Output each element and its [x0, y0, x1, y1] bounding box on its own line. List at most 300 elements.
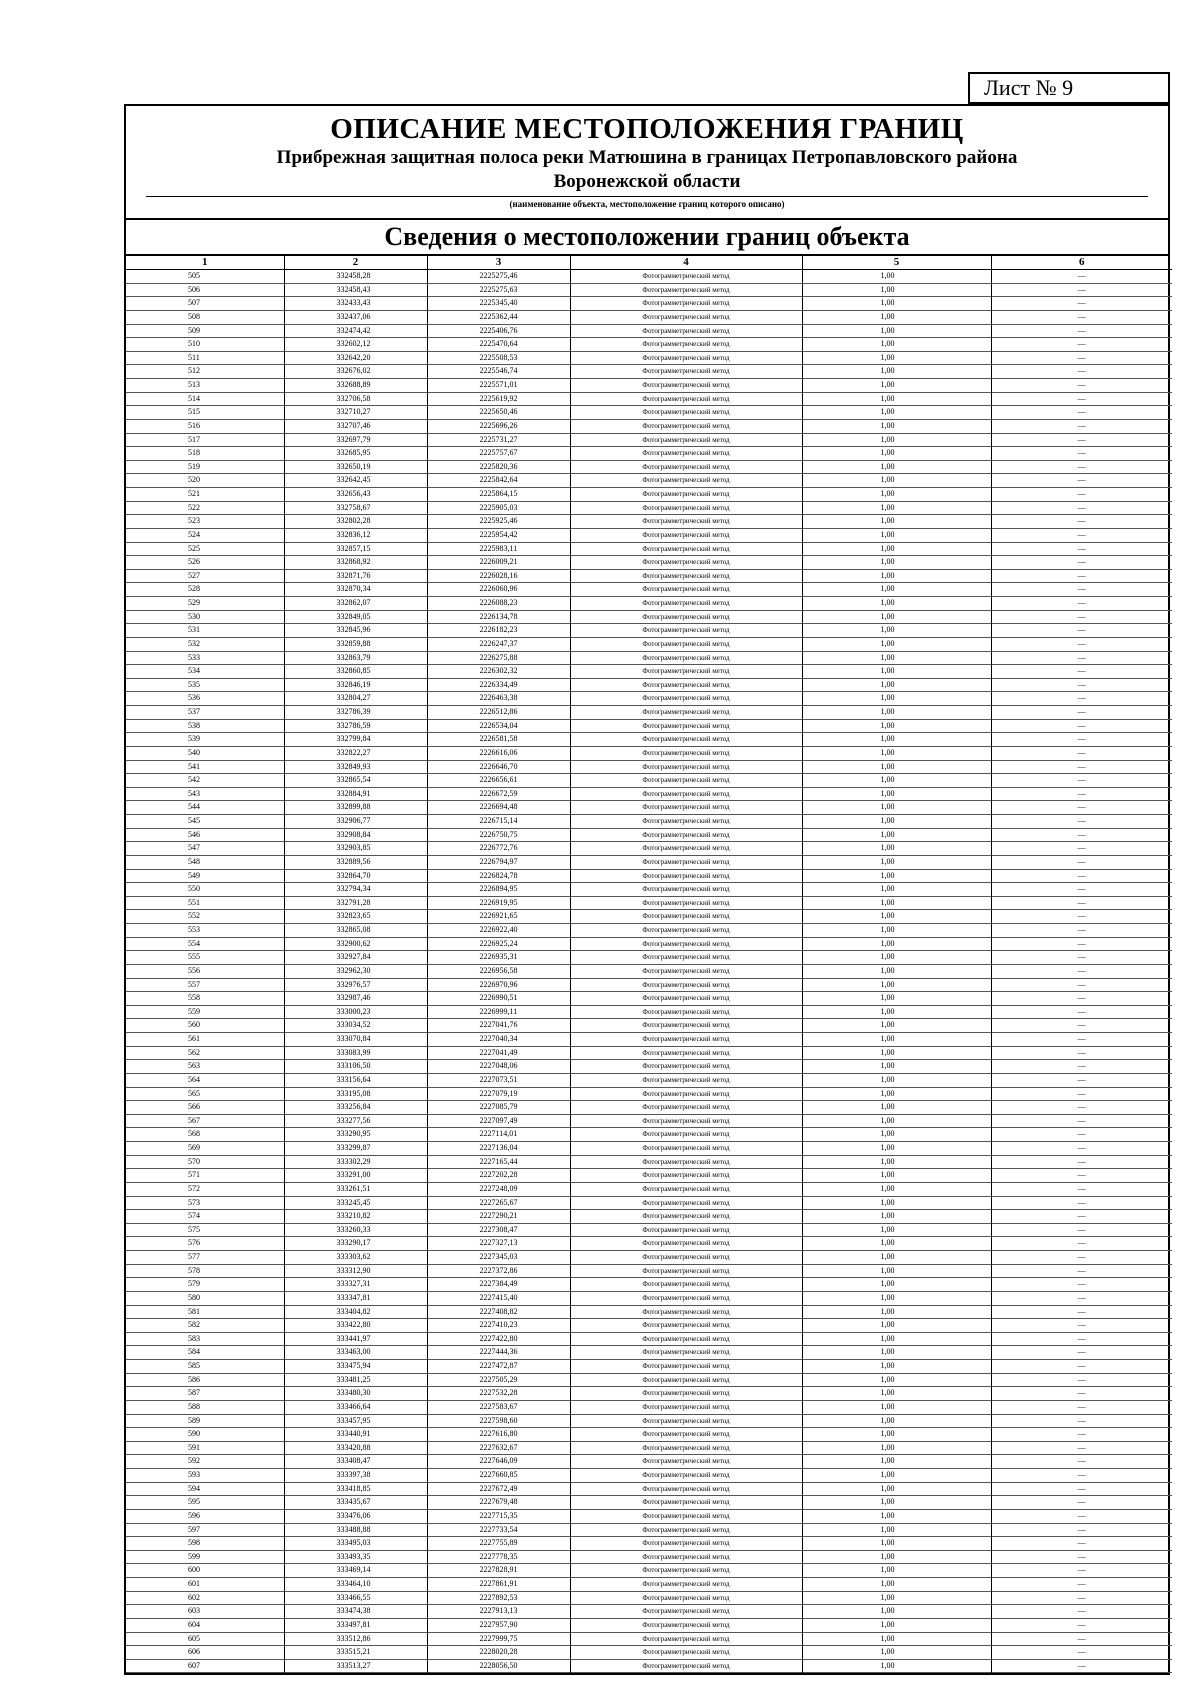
y-coordinate-cell: 2225508,53: [427, 351, 570, 365]
point-number-cell: 561: [126, 1033, 284, 1047]
precision-cell: 1,00: [802, 1455, 991, 1469]
x-coordinate-cell: 332804,27: [284, 692, 427, 706]
method-cell: Фотограмметрический метод: [570, 1264, 802, 1278]
point-number-cell: 541: [126, 760, 284, 774]
precision-cell: 1,00: [802, 1414, 991, 1428]
description-cell: —: [1077, 720, 1086, 730]
precision-cell: 1,00: [802, 801, 991, 815]
description-cell: —: [1077, 1565, 1086, 1575]
table-row: [126, 801, 1172, 815]
precision-cell: 1,00: [802, 528, 991, 542]
column-header: 5: [802, 256, 991, 270]
method-cell: Фотограмметрический метод: [570, 801, 802, 815]
x-coordinate-cell: 333493,35: [284, 1550, 427, 1564]
x-coordinate-cell: 332710,27: [284, 406, 427, 420]
table-row: [126, 351, 1172, 365]
description-cell: —: [1077, 598, 1086, 607]
precision-cell: 1,00: [802, 978, 991, 992]
x-coordinate-cell: 333195,08: [284, 1087, 427, 1101]
y-coordinate-cell: 2227265,67: [427, 1196, 570, 1210]
y-coordinate-cell: 2226999,11: [427, 1005, 570, 1019]
method-cell: Фотограмметрический метод: [570, 624, 802, 638]
precision-cell: 1,00: [802, 1060, 991, 1074]
precision-cell: 1,00: [802, 569, 991, 583]
description-cell: —: [1077, 979, 1086, 989]
point-number-cell: 590: [126, 1428, 284, 1442]
description-cell: —: [1077, 1456, 1086, 1466]
precision-cell: 1,00: [802, 951, 991, 965]
description-cell: —: [1077, 843, 1086, 853]
method-cell: Фотограмметрический метод: [570, 1537, 802, 1551]
method-cell: Фотограмметрический метод: [570, 569, 802, 583]
y-coordinate-cell: 2227679,48: [427, 1496, 570, 1510]
y-coordinate-cell: 2225954,42: [427, 528, 570, 542]
point-number-cell: 599: [126, 1550, 284, 1564]
y-coordinate-cell: 2227041,76: [427, 1019, 570, 1033]
description-cell: —: [1077, 775, 1086, 785]
table-row: [126, 1578, 1172, 1592]
x-coordinate-cell: 333290,17: [284, 1237, 427, 1251]
y-coordinate-cell: 2227079,19: [427, 1087, 570, 1101]
point-number-cell: 571: [126, 1169, 284, 1183]
precision-cell: 1,00: [802, 1101, 991, 1115]
precision-cell: 1,00: [802, 1332, 991, 1346]
table-row: [126, 392, 1172, 406]
x-coordinate-cell: 333512,86: [284, 1632, 427, 1646]
method-cell: Фотограмметрический метод: [570, 678, 802, 692]
description-cell: —: [1077, 625, 1086, 635]
point-number-cell: 509: [126, 324, 284, 338]
description-cell: —: [1077, 1006, 1086, 1016]
x-coordinate-cell: 333481,25: [284, 1373, 427, 1387]
x-coordinate-cell: 332802,28: [284, 515, 427, 529]
point-number-cell: 523: [126, 515, 284, 529]
table-row: [126, 815, 1172, 829]
precision-cell: 1,00: [802, 1087, 991, 1101]
method-cell: Фотограмметрический метод: [570, 351, 802, 365]
point-number-cell: 597: [126, 1523, 284, 1537]
table-row: [126, 869, 1172, 883]
table-row: [126, 488, 1172, 502]
y-coordinate-cell: 2225842,64: [427, 474, 570, 488]
precision-cell: 1,00: [802, 1578, 991, 1592]
table-row: [126, 678, 1172, 692]
y-coordinate-cell: 2227290,21: [427, 1210, 570, 1224]
y-coordinate-cell: 2225696,26: [427, 419, 570, 433]
table-row: [126, 1360, 1172, 1374]
method-cell: Фотограмметрический метод: [570, 488, 802, 502]
x-coordinate-cell: 332794,34: [284, 883, 427, 897]
description-cell: —: [1077, 1538, 1086, 1548]
precision-cell: 1,00: [802, 1005, 991, 1019]
table-row: [126, 270, 1172, 284]
y-coordinate-cell: 2227715,35: [427, 1509, 570, 1523]
point-number-cell: 601: [126, 1578, 284, 1592]
point-number-cell: 559: [126, 1005, 284, 1019]
point-number-cell: 553: [126, 924, 284, 938]
x-coordinate-cell: 333476,06: [284, 1509, 427, 1523]
precision-cell: 1,00: [802, 869, 991, 883]
precision-cell: 1,00: [802, 1319, 991, 1333]
method-cell: Фотограмметрический метод: [570, 528, 802, 542]
precision-cell: 1,00: [802, 501, 991, 515]
y-coordinate-cell: 2226060,96: [427, 583, 570, 597]
y-coordinate-cell: 2225275,46: [427, 270, 570, 284]
table-row: [126, 501, 1172, 515]
precision-cell: 1,00: [802, 855, 991, 869]
method-cell: Фотограмметрический метод: [570, 1223, 802, 1237]
x-coordinate-cell: 333291,00: [284, 1169, 427, 1183]
x-coordinate-cell: 333488,88: [284, 1523, 427, 1537]
table-row: [126, 896, 1172, 910]
table-row: [126, 992, 1172, 1006]
method-cell: Фотограмметрический метод: [570, 1360, 802, 1374]
y-coordinate-cell: 2227327,13: [427, 1237, 570, 1251]
y-coordinate-cell: 2227733,54: [427, 1523, 570, 1537]
x-coordinate-cell: 333408,47: [284, 1455, 427, 1469]
precision-cell: 1,00: [802, 787, 991, 801]
y-coordinate-cell: 2226694,48: [427, 801, 570, 815]
method-cell: Фотограмметрический метод: [570, 324, 802, 338]
method-cell: Фотограмметрический метод: [570, 828, 802, 842]
table-row: [126, 1278, 1172, 1292]
method-cell: Фотограмметрический метод: [570, 787, 802, 801]
point-number-cell: 606: [126, 1646, 284, 1660]
x-coordinate-cell: 333106,50: [284, 1060, 427, 1074]
y-coordinate-cell: 2226990,51: [427, 992, 570, 1006]
description-cell: —: [1077, 366, 1086, 376]
x-coordinate-cell: 332437,06: [284, 310, 427, 324]
y-coordinate-cell: 2226794,97: [427, 855, 570, 869]
point-number-cell: 567: [126, 1114, 284, 1128]
x-coordinate-cell: 332676,02: [284, 365, 427, 379]
method-cell: Фотограмметрический метод: [570, 1578, 802, 1592]
method-cell: Фотограмметрический метод: [570, 460, 802, 474]
x-coordinate-cell: 332707,46: [284, 419, 427, 433]
y-coordinate-cell: 2227755,89: [427, 1537, 570, 1551]
x-coordinate-cell: 332656,43: [284, 488, 427, 502]
description-cell: —: [1077, 1156, 1086, 1166]
y-coordinate-cell: 2227583,67: [427, 1400, 570, 1414]
method-cell: Фотограмметрический метод: [570, 406, 802, 420]
y-coordinate-cell: 2227505,29: [427, 1373, 570, 1387]
y-coordinate-cell: 2227444,36: [427, 1346, 570, 1360]
method-cell: Фотограмметрический метод: [570, 651, 802, 665]
precision-cell: 1,00: [802, 1537, 991, 1551]
table-row: [126, 924, 1172, 938]
method-cell: Фотограмметрический метод: [570, 1196, 802, 1210]
x-coordinate-cell: 332865,54: [284, 774, 427, 788]
method-cell: Фотограмметрический метод: [570, 1605, 802, 1619]
table-row: [126, 1251, 1172, 1265]
precision-cell: 1,00: [802, 324, 991, 338]
y-coordinate-cell: 2226919,95: [427, 896, 570, 910]
method-cell: Фотограмметрический метод: [570, 1400, 802, 1414]
method-cell: Фотограмметрический метод: [570, 365, 802, 379]
precision-cell: 1,00: [802, 488, 991, 502]
description-cell: —: [1077, 434, 1086, 444]
table-row: [126, 760, 1172, 774]
y-coordinate-cell: 2227097,49: [427, 1114, 570, 1128]
table-row: [126, 637, 1172, 651]
column-header: 1: [126, 256, 284, 270]
method-cell: Фотограмметрический метод: [570, 1523, 802, 1537]
table-row: [126, 1210, 1172, 1224]
table-row: [126, 1060, 1172, 1074]
x-coordinate-cell: 333260,33: [284, 1223, 427, 1237]
precision-cell: 1,00: [802, 1182, 991, 1196]
document-title: ОПИСАНИЕ МЕСТОПОЛОЖЕНИЯ ГРАНИЦ: [330, 113, 964, 145]
point-number-cell: 533: [126, 651, 284, 665]
method-cell: Фотограмметрический метод: [570, 1591, 802, 1605]
table-header-row: [126, 256, 1172, 270]
precision-cell: 1,00: [802, 1509, 991, 1523]
table-row: [126, 964, 1172, 978]
point-number-cell: 560: [126, 1019, 284, 1033]
y-coordinate-cell: 2225619,92: [427, 392, 570, 406]
precision-cell: 1,00: [802, 1482, 991, 1496]
description-cell: —: [1077, 1047, 1086, 1057]
y-coordinate-cell: 2227085,79: [427, 1101, 570, 1115]
point-number-cell: 591: [126, 1441, 284, 1455]
x-coordinate-cell: 333457,95: [284, 1414, 427, 1428]
precision-cell: 1,00: [802, 678, 991, 692]
point-number-cell: 520: [126, 474, 284, 488]
y-coordinate-cell: 2225406,76: [427, 324, 570, 338]
y-coordinate-cell: 2227202,28: [427, 1169, 570, 1183]
method-cell: Фотограмметрический метод: [570, 665, 802, 679]
table-row: [126, 1073, 1172, 1087]
method-cell: Фотограмметрический метод: [570, 419, 802, 433]
method-cell: Фотограмметрический метод: [570, 1251, 802, 1265]
precision-cell: 1,00: [802, 1496, 991, 1510]
table-row: [126, 283, 1172, 297]
x-coordinate-cell: 332706,58: [284, 392, 427, 406]
precision-cell: 1,00: [802, 692, 991, 706]
method-cell: Фотограмметрический метод: [570, 842, 802, 856]
table-row: [126, 610, 1172, 624]
point-number-cell: 535: [126, 678, 284, 692]
description-cell: —: [1077, 870, 1086, 880]
method-cell: Фотограмметрический метод: [570, 1128, 802, 1142]
description-cell: —: [1077, 502, 1086, 512]
point-number-cell: 583: [126, 1332, 284, 1346]
method-cell: Фотограмметрический метод: [570, 1319, 802, 1333]
method-cell: Фотограмметрический метод: [570, 597, 802, 611]
point-number-cell: 564: [126, 1073, 284, 1087]
precision-cell: 1,00: [802, 746, 991, 760]
table-row: [126, 542, 1172, 556]
point-number-cell: 562: [126, 1046, 284, 1060]
description-cell: —: [1077, 1510, 1086, 1520]
precision-cell: 1,00: [802, 624, 991, 638]
y-coordinate-cell: 2227616,80: [427, 1428, 570, 1442]
point-number-cell: 607: [126, 1659, 284, 1673]
y-coordinate-cell: 2227384,49: [427, 1278, 570, 1292]
y-coordinate-cell: 2227999,75: [427, 1632, 570, 1646]
precision-cell: 1,00: [802, 760, 991, 774]
object-name-caption: (наименование объекта, местоположение границ которого описано): [509, 199, 785, 209]
table-row: [126, 324, 1172, 338]
description-cell: —: [1077, 271, 1086, 280]
point-number-cell: 574: [126, 1210, 284, 1224]
y-coordinate-cell: 2226772,76: [427, 842, 570, 856]
table-row: [126, 1046, 1172, 1060]
description-cell: —: [1077, 884, 1086, 894]
y-coordinate-cell: 2225731,27: [427, 433, 570, 447]
table-row: [126, 1142, 1172, 1156]
y-coordinate-cell: 2227248,09: [427, 1182, 570, 1196]
description-cell: —: [1077, 1660, 1086, 1670]
precision-cell: 1,00: [802, 270, 991, 284]
table-row: [126, 1332, 1172, 1346]
description-cell: —: [1077, 489, 1086, 498]
table-row: [126, 1455, 1172, 1469]
description-cell: —: [1077, 679, 1086, 689]
description-cell: —: [1077, 1551, 1086, 1561]
y-coordinate-cell: 2227408,82: [427, 1305, 570, 1319]
method-cell: Фотограмметрический метод: [570, 501, 802, 515]
precision-cell: 1,00: [802, 1646, 991, 1660]
precision-cell: 1,00: [802, 1373, 991, 1387]
y-coordinate-cell: 2225864,15: [427, 488, 570, 502]
table-row: [126, 910, 1172, 924]
precision-cell: 1,00: [802, 1073, 991, 1087]
x-coordinate-cell: 332859,88: [284, 637, 427, 651]
point-number-cell: 525: [126, 542, 284, 556]
precision-cell: 1,00: [802, 719, 991, 733]
table-row: [126, 706, 1172, 720]
x-coordinate-cell: 332899,88: [284, 801, 427, 815]
y-coordinate-cell: 2226616,06: [427, 746, 570, 760]
method-cell: Фотограмметрический метод: [570, 610, 802, 624]
x-coordinate-cell: 333495,03: [284, 1537, 427, 1551]
method-cell: Фотограмметрический метод: [570, 447, 802, 461]
point-number-cell: 529: [126, 597, 284, 611]
column-header: 3: [427, 256, 570, 270]
x-coordinate-cell: 332458,43: [284, 283, 427, 297]
method-cell: Фотограмметрический метод: [570, 1060, 802, 1074]
precision-cell: 1,00: [802, 583, 991, 597]
x-coordinate-cell: 332786,59: [284, 719, 427, 733]
x-coordinate-cell: 333422,80: [284, 1319, 427, 1333]
method-cell: Фотограмметрический метод: [570, 733, 802, 747]
precision-cell: 1,00: [802, 706, 991, 720]
x-coordinate-cell: 333299,87: [284, 1142, 427, 1156]
y-coordinate-cell: 2226581,58: [427, 733, 570, 747]
description-cell: —: [1077, 1483, 1086, 1493]
description-cell: —: [1077, 339, 1086, 349]
y-coordinate-cell: 2226824,78: [427, 869, 570, 883]
method-cell: Фотограмметрический метод: [570, 1509, 802, 1523]
point-number-cell: 605: [126, 1632, 284, 1646]
description-cell: —: [1077, 1470, 1086, 1479]
x-coordinate-cell: 332688,89: [284, 379, 427, 393]
description-cell: —: [1077, 1592, 1086, 1602]
y-coordinate-cell: 2226247,37: [427, 637, 570, 651]
table-row: [126, 1101, 1172, 1115]
y-coordinate-cell: 2226656,61: [427, 774, 570, 788]
table-row: [126, 828, 1172, 842]
point-number-cell: 588: [126, 1400, 284, 1414]
description-cell: —: [1077, 1442, 1086, 1452]
precision-cell: 1,00: [802, 1469, 991, 1483]
point-number-cell: 568: [126, 1128, 284, 1142]
table-row: [126, 1373, 1172, 1387]
table-row: [126, 297, 1172, 311]
y-coordinate-cell: 2227040,34: [427, 1033, 570, 1047]
x-coordinate-cell: 333397,38: [284, 1469, 427, 1483]
coordinates-table: [126, 256, 1172, 1673]
description-cell: —: [1077, 788, 1086, 798]
precision-cell: 1,00: [802, 474, 991, 488]
description-cell: —: [1077, 897, 1086, 907]
precision-cell: 1,00: [802, 1019, 991, 1033]
description-cell: —: [1077, 1224, 1086, 1234]
point-number-cell: 586: [126, 1373, 284, 1387]
y-coordinate-cell: 2226534,04: [427, 719, 570, 733]
table-row: [126, 651, 1172, 665]
point-number-cell: 547: [126, 842, 284, 856]
point-number-cell: 505: [126, 270, 284, 284]
y-coordinate-cell: 2225362,44: [427, 310, 570, 324]
point-number-cell: 510: [126, 338, 284, 352]
y-coordinate-cell: 2225470,64: [427, 338, 570, 352]
description-cell: —: [1077, 829, 1086, 839]
method-cell: Фотограмметрический метод: [570, 637, 802, 651]
x-coordinate-cell: 333303,62: [284, 1251, 427, 1265]
table-row: [126, 787, 1172, 801]
method-cell: Фотограмметрический метод: [570, 746, 802, 760]
y-coordinate-cell: 2226646,70: [427, 760, 570, 774]
y-coordinate-cell: 2227913,13: [427, 1605, 570, 1619]
x-coordinate-cell: 332823,65: [284, 910, 427, 924]
precision-cell: 1,00: [802, 283, 991, 297]
table-row: [126, 951, 1172, 965]
point-number-cell: 565: [126, 1087, 284, 1101]
description-cell: —: [1077, 707, 1086, 716]
x-coordinate-cell: 332458,28: [284, 270, 427, 284]
precision-cell: 1,00: [802, 842, 991, 856]
description-cell: —: [1077, 1429, 1086, 1439]
x-coordinate-cell: 333290,95: [284, 1128, 427, 1142]
precision-cell: 1,00: [802, 1659, 991, 1673]
precision-cell: 1,00: [802, 515, 991, 529]
x-coordinate-cell: 333070,84: [284, 1033, 427, 1047]
precision-cell: 1,00: [802, 896, 991, 910]
table-row: [126, 692, 1172, 706]
table-row: [126, 842, 1172, 856]
x-coordinate-cell: 332849,05: [284, 610, 427, 624]
table-row: [126, 1223, 1172, 1237]
precision-cell: 1,00: [802, 1428, 991, 1442]
object-name-line-2: Воронежской области: [553, 171, 741, 192]
table-row: [126, 569, 1172, 583]
x-coordinate-cell: 333474,38: [284, 1605, 427, 1619]
table-row: [126, 419, 1172, 433]
x-coordinate-cell: 332474,42: [284, 324, 427, 338]
point-number-cell: 513: [126, 379, 284, 393]
description-cell: —: [1077, 747, 1086, 757]
description-cell: —: [1077, 325, 1086, 335]
point-number-cell: 589: [126, 1414, 284, 1428]
description-cell: —: [1077, 1497, 1086, 1507]
table-row: [126, 1605, 1172, 1619]
description-cell: —: [1077, 693, 1086, 703]
x-coordinate-cell: 333302,29: [284, 1155, 427, 1169]
description-cell: —: [1077, 611, 1086, 621]
table-row: [126, 1169, 1172, 1183]
